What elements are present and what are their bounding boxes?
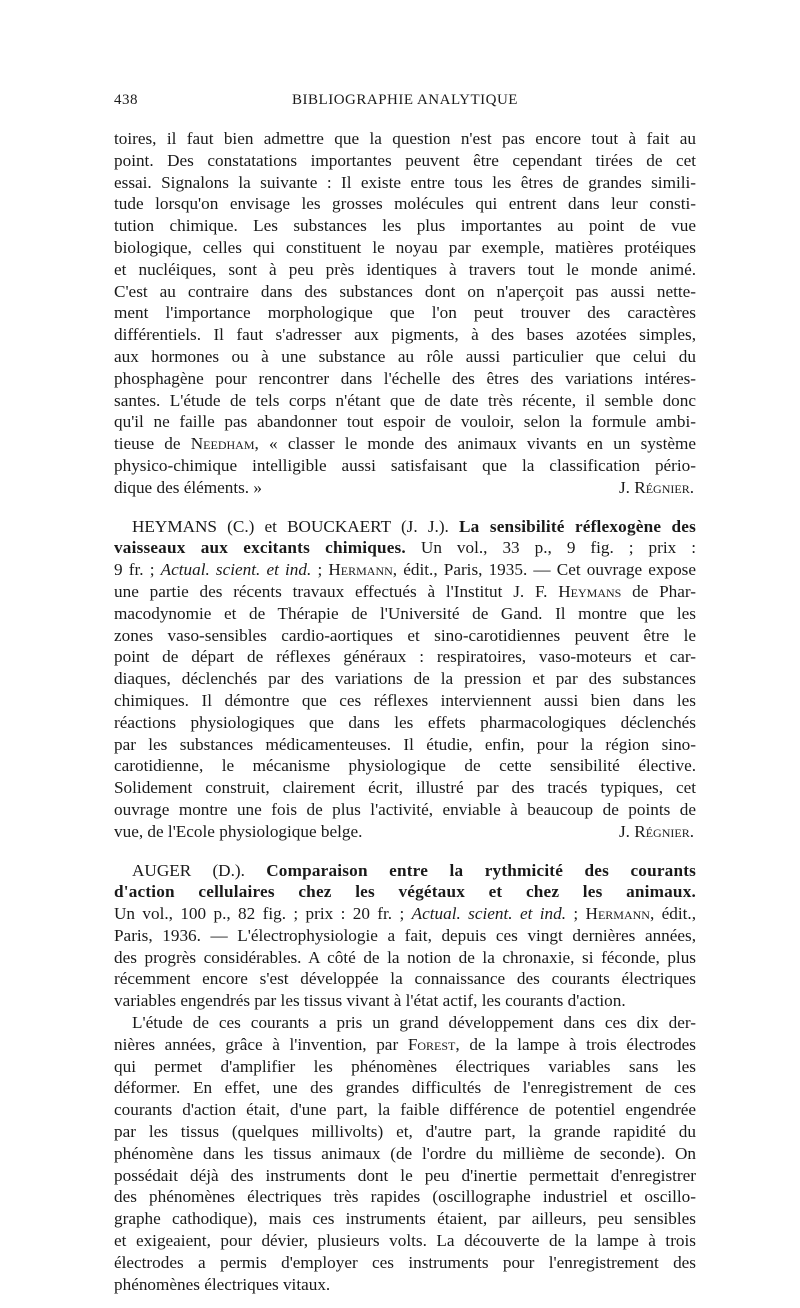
text-fragment: , « classer le monde des animaux vivants en un système xyxy=(254,434,696,454)
text-fragment: nières années, grâce à l'invention, par xyxy=(114,1034,399,1054)
publisher-name: Hermann xyxy=(328,560,393,580)
text-line: carotidienne, le mécanisme physiologique de cette sensibilité élective. xyxy=(114,756,696,776)
citation-line xyxy=(114,860,696,882)
text-line: possédait déjà des instruments dont le peu d'inertie permettait d'enregistrer xyxy=(114,1165,696,1185)
text-fragment: ; xyxy=(566,904,586,924)
reviewer-signature: J. Régnier. xyxy=(618,821,694,841)
text-line: des phénomènes électriques très rapides (oscillographe industriel et oscillo- xyxy=(114,1187,696,1207)
text-line: et nucléiques, sont à peu près identiques à travers tout le monde animé. xyxy=(114,259,696,279)
text-line: macodynomie et de Thérapie de l'Université de Gand. Il montre que les xyxy=(114,603,696,623)
text-line: ouvrage montre une fois de plus l'activité, enviable à beaucoup de points de xyxy=(114,799,696,819)
text-line: qu'il ne faille pas abandonner tout espoir de vouloir, selon la formule ambi- xyxy=(114,412,696,432)
series-name: Actual. scient. et ind. xyxy=(411,904,566,924)
series-name: Actual. scient. et ind. xyxy=(160,560,312,580)
citation-line xyxy=(114,537,696,559)
text-line xyxy=(114,581,696,603)
text-line: phénomène dans les tissus animaux (de l'ordre du millième de seconde). On xyxy=(114,1143,696,1163)
text-fragment: tieuse de xyxy=(114,434,191,454)
text-fragment: Un vol., 33 p., 9 fig. ; prix : xyxy=(405,538,696,558)
text-line: des progrès considérables. A côté de la notion de la chronaxie, si féconde, plus xyxy=(114,947,696,967)
text-line: ment l'importance morphologique que l'on peut trouver des caractères xyxy=(114,303,696,323)
text-fragment: , édit., xyxy=(649,904,696,924)
reviewer-signature: J. Régnier. xyxy=(618,477,694,497)
text-line xyxy=(114,433,696,455)
text-line: récemment encore s'est développée la connaissance des courants électriques xyxy=(114,969,696,989)
text-line: diaques, déclenchés par des variations de la pression et par des substances xyxy=(114,669,696,689)
running-header xyxy=(114,90,696,112)
cited-name: Needham xyxy=(190,434,255,454)
text-line: phosphagène pour rencontrer dans l'échelle des êtres des variations intéres- xyxy=(114,368,696,388)
text-fragment: une partie des récents travaux effectués à l'Institut J. F. xyxy=(114,581,548,601)
text-line: physico-chimique intelligible aussi satisfaisant que la classification pério- xyxy=(114,455,696,475)
text-line: et exigeaient, pour dévier, plusieurs volts. La découverte de la lampe à trois xyxy=(114,1231,696,1251)
text-line: graphe cathodique), mais ces instruments étaient, par ailleurs, peu sensibles xyxy=(114,1209,696,1229)
entry-title-cont: vaisseaux aux excitants chimiques. xyxy=(114,538,406,558)
publisher-name: Hermann xyxy=(585,904,650,924)
closing-line xyxy=(114,477,696,499)
entry-title: La sensibilité réflexogène des xyxy=(459,516,697,536)
text-fragment: vue, de l'Ecole physiologique belge. xyxy=(114,821,363,841)
text-fragment: dique des éléments. » xyxy=(114,477,262,497)
review-entry-continued xyxy=(114,128,696,499)
review-entry-auger xyxy=(114,860,696,1296)
entry-title: Comparaison entre la rythmicité des courants xyxy=(266,860,697,880)
text-line: Paris, 1936. — L'électrophysiologie a fait, depuis ces vingt dernières années, xyxy=(114,925,696,945)
text-line: différentiels. Il faut s'adresser aux pigments, à des bases azotées simples, xyxy=(114,325,696,345)
text-line: zones vaso-sensibles cardio-aortiques et sino-carotidiennes peuvent être le xyxy=(114,625,696,645)
citation-line xyxy=(114,516,696,538)
text-fragment: 9 fr. ; xyxy=(114,560,161,580)
text-line: courants d'action était, d'une part, la faible différence de potentiel engendrée xyxy=(114,1100,696,1120)
text-fragment: ; xyxy=(311,560,329,580)
text-line: par les tissus (quelques millivolts) et, d'autre part, la grande rapidité du xyxy=(114,1122,696,1142)
text-fragment: Un vol., 100 p., 82 fig. ; prix : 20 fr. ; xyxy=(114,904,412,924)
citation-line xyxy=(114,881,696,903)
text-line: biologique, celles qui constituent le noyau par exemple, matières protéiques xyxy=(114,237,696,257)
text-line: Solidement construit, clairement écrit, illustré par des tracés typiques, cet xyxy=(114,778,696,798)
review-entry-heymans xyxy=(114,516,696,843)
book-page xyxy=(114,90,696,1295)
text-line: électrodes a permis d'employer ces instruments pour l'enregistrement des xyxy=(114,1252,696,1272)
entry-title-cont: d'action cellulaires chez les végétaux et chez les animaux. xyxy=(114,882,696,902)
text-fragment: , de la lampe à trois électrodes xyxy=(455,1034,696,1054)
text-line: santes. L'étude de tels corps n'étant que de date très récente, il semble donc xyxy=(114,390,696,410)
text-fragment: de Phar- xyxy=(632,581,696,601)
citation-line xyxy=(114,559,696,581)
text-line: tude lorsqu'on envisage les grosses molécules qui entrent dans leur consti- xyxy=(114,194,696,214)
text-line: L'étude de ces courants a pris un grand développement dans ces dix der- xyxy=(132,1013,696,1033)
text-line: phénomènes électriques vitaux. xyxy=(114,1274,331,1294)
page-number: 438 xyxy=(114,92,138,108)
running-title: BIBLIOGRAPHIE ANALYTIQUE xyxy=(292,92,518,108)
text-line: point. Des constatations importantes peuvent être cependant tirées de cet xyxy=(114,150,696,170)
entry-author: HEYMANS (C.) et BOUCKAERT (J. J.). xyxy=(132,516,449,536)
text-line: essai. Signalons la suivante : Il existe entre tous les êtres de grandes simili- xyxy=(114,172,696,192)
text-fragment: , édit., Paris, 1935. — Cet ouvrage expose xyxy=(392,560,696,580)
text-line: tution chimique. Les substances les plus importantes au point de vue xyxy=(114,216,696,236)
text-line: C'est au contraire dans des substances dont on n'aperçoit pas aussi nette- xyxy=(114,281,696,301)
text-line: déformer. En effet, une des grandes difficultés de l'enregistrement de ces xyxy=(114,1078,696,1098)
text-line: qui permet d'amplifier les phénomènes électriques variables sans les xyxy=(114,1056,696,1076)
entry-author: AUGER (D.). xyxy=(132,860,245,880)
citation-line xyxy=(114,903,696,925)
text-line xyxy=(114,1034,696,1056)
text-line: aux hormones ou à une substance au rôle aussi particulier que celui du xyxy=(114,346,696,366)
text-line: réactions physiologiques que dans les effets pharmacologiques déclenchés xyxy=(114,712,696,732)
text-line: par les substances médicamenteuses. Il étudie, enfin, pour la région sino- xyxy=(114,734,696,754)
text-line: variables engendrés par les tissus vivant à l'état actif, les courants d'action. xyxy=(114,991,626,1011)
cited-name: Heymans xyxy=(558,581,622,601)
text-line: point de départ de réflexes généraux : respiratoires, vaso-moteurs et car- xyxy=(114,647,696,667)
text-line: toires, il faut bien admettre que la question n'est pas encore tout à fait au xyxy=(114,129,696,148)
text-line: chimiques. Il démontre que ces réflexes interviennent aussi bien dans les xyxy=(114,690,696,710)
closing-line xyxy=(114,821,696,843)
cited-name: Forest xyxy=(407,1034,456,1054)
